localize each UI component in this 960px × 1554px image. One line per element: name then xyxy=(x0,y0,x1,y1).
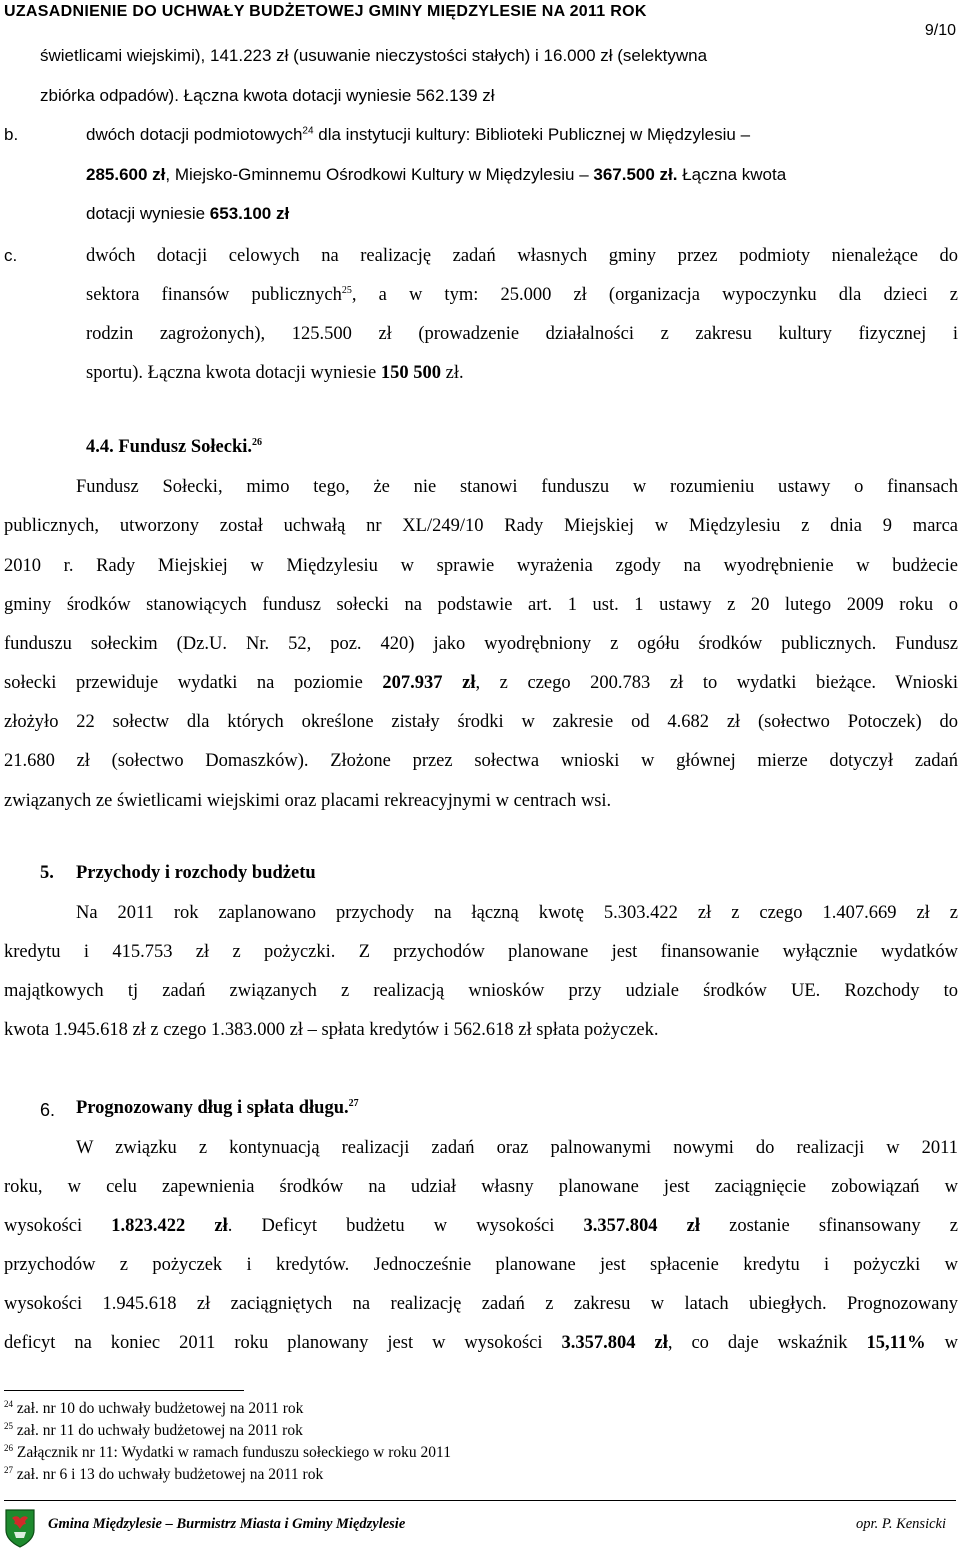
section-6-line-6: deficyt na koniec 2011 roku planowany jest w wysokości 3.357.804 zł, co daje wskaźnik 15,11% w xyxy=(4,1333,958,1353)
section-5-number: 5. xyxy=(40,863,54,883)
section-6-line-5: wysokości 1.945.618 zł zaciągniętych na realizację zadań z zakresu w latach ubiegłych. Prognozowany xyxy=(4,1294,958,1314)
list-b-line-1: dwóch dotacji podmiotowych$^{24}$ dla instytucji kultury: Biblioteki Publicznej w Międzylesiu – xyxy=(86,125,751,144)
footnote-24: $^{24}$ zał. nr 10 do uchwały budżetowej na 2011 rok xyxy=(4,1398,304,1417)
list-b-line-2: 285.600 zł, Miejsko-Gminnemu Ośrodkowi Kultury w Międzylesiu – 367.500 zł. Łączna kwota xyxy=(86,165,787,184)
list-c-line-2: sektora finansów publicznych$^{25}$, a w tym: 25.000 zł (organizacja wypoczynku dla dzieci z xyxy=(86,284,958,305)
coat-of-arms-icon xyxy=(4,1508,36,1548)
list-b-marker: b. xyxy=(4,125,19,144)
footnote-ref-25: 25 xyxy=(341,284,352,296)
section-5-line-1: Na 2011 rok zaplanowano przychody na łączną kwotę 5.303.422 zł z czego 1.407.669 zł z xyxy=(76,903,958,923)
section-6-number: 6. xyxy=(40,1100,56,1120)
footer-left-text: Gmina Międzylesie – Burmistrz Miasta i Gminy Międzylesie xyxy=(48,1516,406,1532)
footnote-ref-27: 27 xyxy=(348,1097,359,1109)
section-5-line-3: majątkowych tj zadań związanych z realizacją wniosków przy udziale środków UE. Rozchody to xyxy=(4,981,958,1001)
section-4-4-line-7: złożyło 22 sołectw dla których określone zistały środki w zakresie od 4.682 zł (sołectwo Potoczek) do xyxy=(4,712,958,732)
list-c-line-4: sportu). Łączna kwota dotacji wyniesie 150 500 zł. xyxy=(86,363,464,383)
section-4-4-line-1: Fundusz Sołecki, mimo tego, że nie stanowi funduszu w rozumieniu ustawy o finansach xyxy=(76,477,958,497)
footer-right-text: opr. P. Kensicki xyxy=(856,1516,946,1532)
page-header-title: UZASADNIENIE DO UCHWAŁY BUDŻETOWEJ GMINY MIĘDZYLESIE NA 2011 ROK xyxy=(4,3,647,20)
footnote-26: $^{26}$ Załącznik nr 11: Wydatki w ramach funduszu sołeckiego w roku 2011 xyxy=(4,1442,451,1461)
section-5-line-4: kwota 1.945.618 zł z czego 1.383.000 zł – spłata kredytów i 562.618 zł spłata pożyczek. xyxy=(4,1020,659,1040)
footnote-ref-24: 24 xyxy=(302,125,314,137)
page-number: 9/10 xyxy=(924,22,956,39)
list-a-continuation-2: zbiórka odpadów). Łączna kwota dotacji wyniesie 562.139 zł xyxy=(40,86,495,105)
section-4-4-line-8: 21.680 zł (sołectwo Domaszków). Złożone przez sołectwa wnioski w głównej mierze dotyczył zadań xyxy=(4,751,958,771)
section-6-line-4: przychodów z pożyczek i kredytów. Jednocześnie planowane jest spłacenie kredytu i pożyczki w xyxy=(4,1255,958,1275)
section-6-heading: Prognozowany dług i spłata długu.$^{27}$ xyxy=(76,1097,359,1118)
footnote-27: $^{27}$ zał. nr 6 i 13 do uchwały budżetowej na 2011 rok xyxy=(4,1464,324,1483)
section-6-line-2: roku, w celu zapewnienia środków na udział własny planowane jest zaciągnięcie zobowiązań w xyxy=(4,1177,958,1197)
footer-separator xyxy=(4,1500,956,1501)
section-4-4-line-5: funduszu sołeckim (Dz.U. Nr. 52, poz. 420) jako wyodrębniony z ogółu środków publicznych. Fundusz xyxy=(4,634,958,654)
list-c-line-3: rodzin zagrożonych), 125.500 zł (prowadzenie działalności z zakresu kultury fizycznej i xyxy=(86,324,958,344)
section-6-line-1: W związku z kontynuacją realizacji zadań oraz palnowanymi nowymi do realizacji w 2011 xyxy=(76,1138,958,1158)
section-6-line-3: wysokości 1.823.422 zł. Deficyt budżetu w wysokości 3.357.804 zł zostanie sfinansowany z xyxy=(4,1216,958,1236)
section-4-4-line-2: publicznych, utworzony został uchwałą nr XL/249/10 Rady Miejskiej w Międzylesiu z dnia 9 marca xyxy=(4,516,958,536)
section-4-4-line-4: gminy środków stanowiących fundusz sołecki na podstawie art. 1 ust. 1 ustawy z 20 lutego 2009 roku o xyxy=(4,595,958,615)
section-4-4-line-3: 2010 r. Rady Miejskiej w Międzylesiu w sprawie wyrażenia zgody na wyodrębnienie w budżecie xyxy=(4,556,958,576)
section-4-4-heading: 4.4. Fundusz Sołecki.$^{26}$ xyxy=(86,436,263,457)
section-4-4-line-9: związanych ze świetlicami wiejskimi oraz placami rekreacyjnymi w centrach wsi. xyxy=(4,791,612,811)
list-c-line-1: dwóch dotacji celowych na realizację zadań własnych gminy przez podmioty nienależące do xyxy=(86,246,958,266)
footnote-ref-26: 26 xyxy=(252,436,263,448)
list-a-continuation-1: świetlicami wiejskimi), 141.223 zł (usuwanie nieczystości stałych) i 16.000 zł (selektywna xyxy=(40,46,708,65)
section-5-line-2: kredytu i 415.753 zł z pożyczki. Z przychodów planowane jest finansowanie wyłącznie wydatków xyxy=(4,942,958,962)
footnote-25: $^{25}$ zał. nr 11 do uchwały budżetowej na 2011 rok xyxy=(4,1420,303,1439)
section-4-4-line-6: sołecki przewiduje wydatki na poziomie 207.937 zł, z czego 200.783 zł to wydatki bieżące. Wnioski xyxy=(4,673,958,693)
section-5-heading: Przychody i rozchody budżetu xyxy=(76,863,316,883)
footnote-separator xyxy=(4,1390,244,1391)
list-c-marker: c. xyxy=(4,246,18,265)
list-b-line-3: dotacji wyniesie 653.100 zł xyxy=(86,204,290,223)
